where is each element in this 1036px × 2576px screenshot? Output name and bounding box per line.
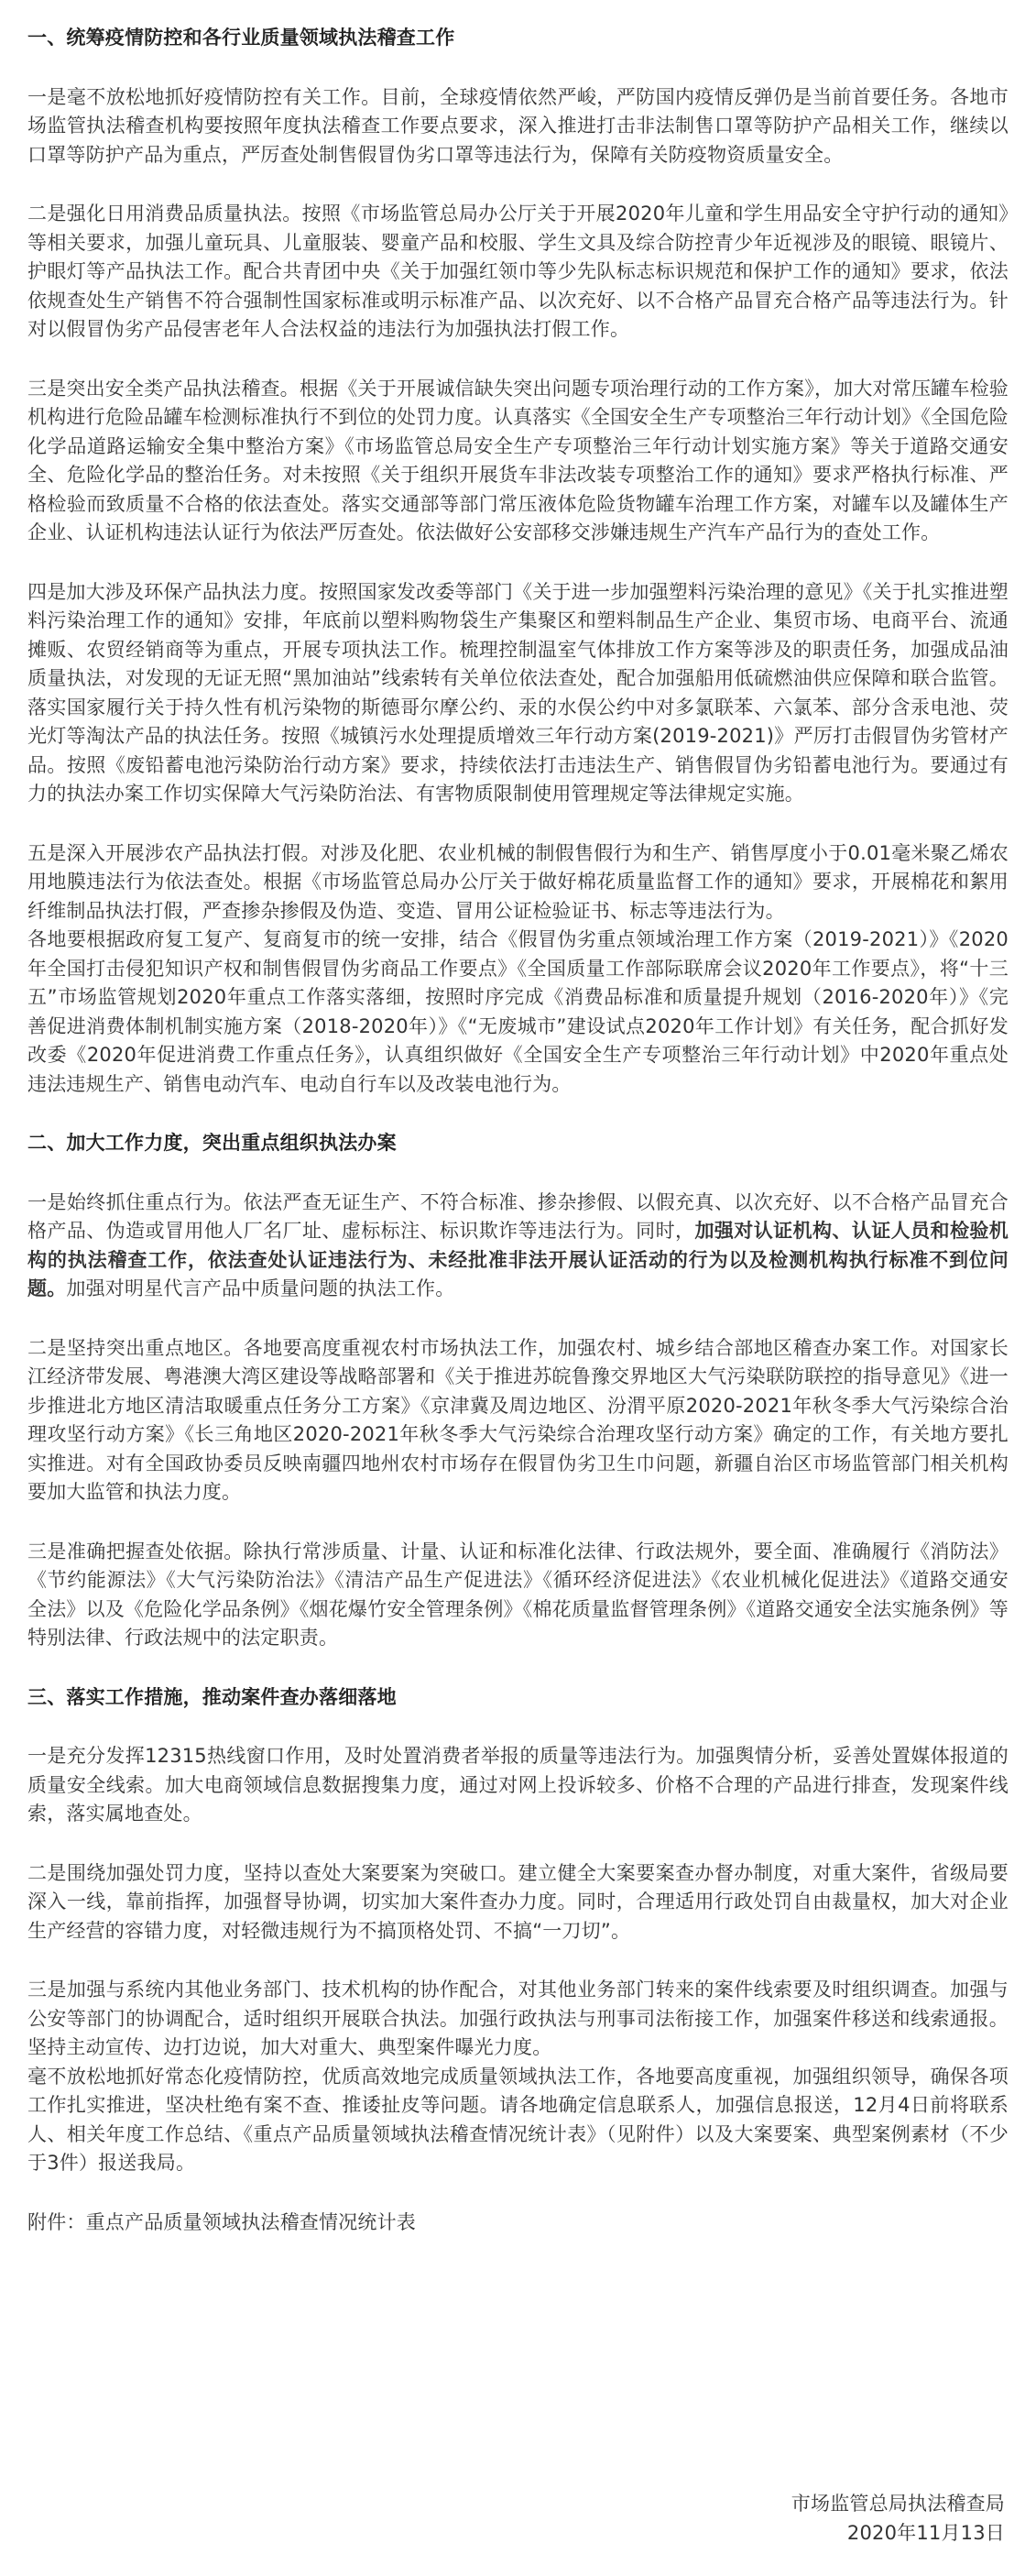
section-heading: 一、统筹疫情防控和各行业质量领域执法稽查工作 <box>27 27 455 49</box>
signoff-date: 2020年11月13日 <box>846 2522 1005 2544</box>
section-heading: 三、落实工作措施，推动案件查办落细落地 <box>27 1685 397 1708</box>
paragraph-text: 一是始终抓住重点行为。依法严查无证生产、不符合标准、掺杂掺假、以假充真、以次充好、以不合格产品冒充合格产品、伪造或冒用他人厂名厂址、虚标标注、标识欺诈等违法行为。同时， <box>27 1190 1009 1242</box>
paragraph-text: 三是加强与系统内其他业务部门、技术机构的协作配合，对其他业务部门转来的案件线索要及时组织调查。加强与公安等部门的协调配合，适时组织开展联合执法。加强行政执法与刑事司法衔接工作，加强案件移送和线索通报。坚持主动宣传、边打边说，加大对重大、典型案件曝光力度。 <box>27 1979 1009 2058</box>
paragraph <box>27 1538 1009 1653</box>
document-body <box>27 24 1009 2178</box>
paragraph-text: 二是强化日用消费品质量执法。按照《市场监管总局办公厅关于开展2020年儿童和学生用品安全守护行动的通知》等相关要求，加强儿童玩具、儿童服装、婴童产品和校服、学生文具及综合防控青少年近视涉及的眼镜、眼镜片、护眼灯等产品执法工作。配合共青团中央《关于加强红领巾等少先队标志标识规范和保护工作的通知》要求，依法依规查处生产销售不符合强制性国家标准或明示标准产品、以次充好、以不合格产品冒充合格产品等违法行为。针对以假冒伪劣产品侵害老年人合法权益的违法行为加强执法打假工作。 <box>27 203 1009 340</box>
paragraph-text: 一是毫不放松地抓好疫情防控有关工作。目前，全球疫情依然严峻，严防国内疫情反弹仍是当前首要任务。各地市场监管执法稽查机构要按照年度执法稽查工作要点要求，深入推进打击非法制售口罩等防护产品相关工作，继续以口罩等防护产品为重点，严厉查处制售假冒伪劣口罩等违法行为，保障有关防疫物资质量安全。 <box>27 85 1009 166</box>
paragraph <box>27 1859 1009 1946</box>
paragraph <box>27 1976 1009 2063</box>
paragraph-text: 三是准确把握查处依据。除执行常涉质量、计量、认证和标准化法律、行政法规外，要全面、准确履行《消防法》《节约能源法》《大气污染防治法》《清洁产品生产促进法》《循环经济促进法》《农业机械化促进法》《道路交通安全法》以及《危险化学品条例》《烟花爆竹安全管理条例》《棉花质量监督管理条例》《道路交通安全法实施条例》等特别法律、行政法规中的法定职责。 <box>27 1540 1009 1649</box>
paragraph <box>27 1334 1009 1507</box>
paragraph <box>27 375 1009 548</box>
paragraph <box>27 200 1009 345</box>
paragraph <box>27 839 1009 926</box>
paragraph-text: 二是坚持突出重点地区。各地要高度重视农村市场执法工作，加强农村、城乡结合部地区稽查办案工作。对国家长江经济带发展、粤港澳大湾区建设等战略部署和《关于推进苏皖鲁豫交界地区大气污染联防联控的指导意见》《进一步推进北方地区清洁取暖重点任务分工方案》《京津冀及周边地区、汾渭平原2020-2021年秋冬季大气污染综合治理攻坚行动方案》《长三角地区2020-2021年秋冬季大气污染综合治理攻坚行动方案》确定的工作，有关地方要扎实推进。对有全国政协委员反映南疆四地州农村市场存在假冒伪劣卫生巾问题，新疆自治区市场监管部门相关机构要加大监管和执法力度。 <box>27 1336 1009 1503</box>
paragraph-emphasis: 加强对认证机构、认证人员和检验机构的执法稽查工作，依法查处认证违法行为、未经批准非法开展认证活动的行为以及检测机构执行标准不到位问题。 <box>27 1220 1009 1299</box>
signoff-organization: 市场监管总局执法稽查局 <box>791 2493 1005 2515</box>
paragraph <box>27 2063 1009 2178</box>
paragraph-text: 二是围绕加强处罚力度，坚持以查处大案要案为突破口。建立健全大案要案查办督办制度，对重大案件，省级局要深入一线，靠前指挥，加强督导协调，切实加大案件查办力度。同时，合理适用行政处罚自由裁量权，加大对企业生产经营的容错力度，对轻微违规行为不搞顶格处罚、不搞“一刀切”。 <box>27 1861 1009 1942</box>
paragraph-text: 一是充分发挥12315热线窗口作用，及时处置消费者举报的质量等违法行为。加强舆情分析，妥善处置媒体报道的质量安全线索。加大电商领域信息数据搜集力度，通过对网上投诉较多、价格不合理的产品进行排查，发现案件线索，落实属地查处。 <box>27 1745 1009 1825</box>
paragraph <box>27 1189 1009 1304</box>
paragraph <box>27 578 1009 809</box>
paragraph-text: 加强对明星代言产品中质量问题的执法工作。 <box>66 1277 455 1299</box>
signoff <box>791 2489 1005 2548</box>
paragraph <box>27 1742 1009 1829</box>
paragraph-text: 四是加大涉及环保产品执法力度。按照国家发改委等部门《关于进一步加强塑料污染治理的意见》《关于扎实推进塑料污染治理工作的通知》安排，年底前以塑料购物袋生产集聚区和塑料制品生产企业、集贸市场、电商平台、流通摊贩、农贸经销商等为重点，开展专项执法工作。梳理控制温室气体排放工作方案等涉及的职责任务，加强成品油质量执法，对发现的无证无照“黑加油站”线索转有关单位依法查处，配合加强船用低硫燃油供应保障和联合监管。落实国家履行关于持久性有机污染物的斯德哥尔摩公约、汞的水俣公约中对多氯联苯、六氯苯、部分含汞电池、荧光灯等淘汰产品的执法任务。按照《城镇污水处理提质增效三年行动方案(2019-2021)》严厉打击假冒伪劣管材产品。按照《废铅蓄电池污染防治行动方案》要求，持续依法打击违法生产、销售假冒伪劣铅蓄电池行为。要通过有力的执法办案工作切实保障大气污染防治法、有害物质限制使用管理规定等法律规定实施。 <box>27 580 1009 805</box>
paragraph <box>27 83 1009 170</box>
paragraph-text: 三是突出安全类产品执法稽查。根据《关于开展诚信缺失突出问题专项治理行动的工作方案》，加大对常压罐车检验机构进行危险品罐车检测标准执行不到位的处罚力度。认真落实《全国安全生产专项整治三年行动计划》《全国危险化学品道路运输安全集中整治方案》《市场监管总局安全生产专项整治三年行动计划实施方案》等关于道路交通安全、危险化学品的整治任务。对未按照《关于组织开展货车非法改装专项整治工作的通知》要求严格执行标准、严格检验而致质量不合格的依法查处。落实交通部等部门常压液体危险货物罐车治理工作方案，对罐车以及罐体生产企业、认证机构违法认证行为依法严厉查处。依法做好公安部移交涉嫌违规生产汽车产品行为的查处工作。 <box>27 377 1009 543</box>
paragraph-text: 毫不放松地抓好常态化疫情防控，优质高效地完成质量领域执法工作，各地要高度重视，加强组织领导，确保各项工作扎实推进，坚决杜绝有案不查、推诿扯皮等问题。请各地确定信息联系人，加强信息报送，12月4日前将联系人、相关年度工作总结、《重点产品质量领域执法稽查情况统计表》（见附件）以及大案要案、典型案例素材（不少于3件）报送我局。 <box>27 2065 1009 2174</box>
paragraph-text: 各地要根据政府复工复产、复商复市的统一安排，结合《假冒伪劣重点领域治理工作方案（2019-2021）》《2020年全国打击侵犯知识产权和制售假冒伪劣商品工作要点》《全国质量工作部际联席会议2020年工作要点》，将“十三五”市场监管规划2020年重点工作落实落细，按照时序完成《消费品标准和质量提升规划（2016-2020年）》《完善促进消费体制机制实施方案（2018-2020年）》《“无废城市”建设试点2020年工作计划》有关任务，配合抓好发改委《2020年促进消费工作重点任务》，认真组织做好《全国安全生产专项整治三年行动计划》中2020年重点处违法违规生产、销售电动汽车、电动自行车以及改装电池行为。 <box>27 928 1009 1095</box>
paragraph-text: 五是深入开展涉农产品执法打假。对涉及化肥、农业机械的制假售假行为和生产、销售厚度小于0.01毫米聚乙烯农用地膜违法行为依法查处。根据《市场监管总局办公厅关于做好棉花质量监督工作的通知》要求，开展棉花和絮用纤维制品执法打假，严查掺杂掺假及伪造、变造、冒用公证检验证书、标志等违法行为。 <box>27 841 1009 922</box>
attachment-note: 附件：重点产品质量领域执法稽查情况统计表 <box>27 2210 416 2233</box>
section-heading: 二、加大工作力度，突出重点组织执法办案 <box>27 1132 397 1154</box>
paragraph <box>27 926 1009 1099</box>
